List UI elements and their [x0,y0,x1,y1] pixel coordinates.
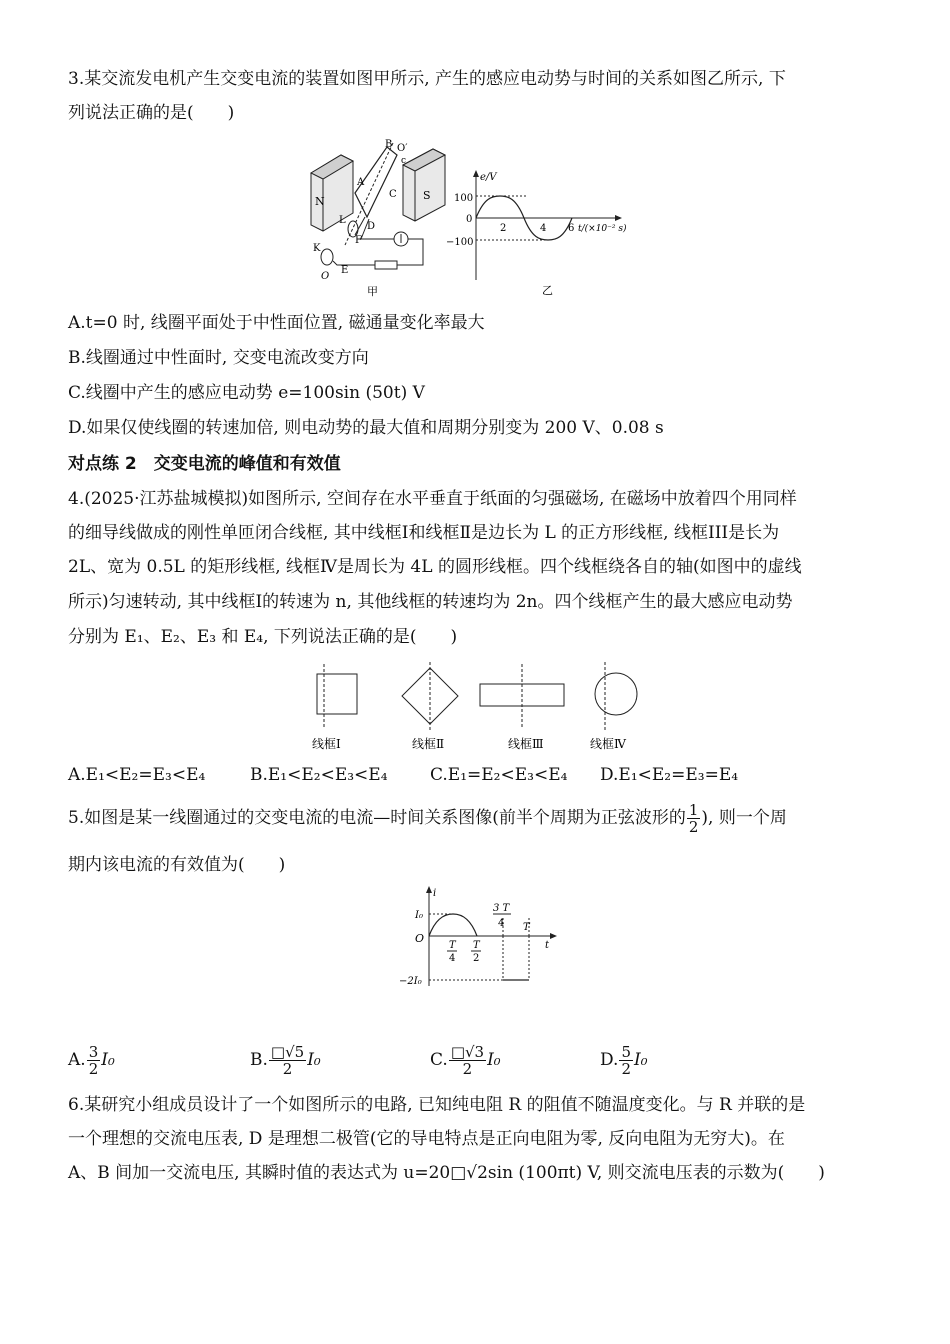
q5-current-graph [395,884,565,994]
q5-b-prefix: B. [250,1050,268,1070]
q5-line1-text: 5.如图是某一线圈通过的交变电流的电流—时间关系图像(前半个周期为正弦波形的 [68,808,686,828]
label-B: B [385,139,393,150]
q5-c-den: 2 [462,1060,473,1078]
ytick-neg100: −100 [446,237,474,248]
q6-line3: A、B 间加一交流电压, 其瞬时值的表达式为 u=20□√2sin (100πt) V, 则交流电压表的示数为( ) [68,1163,825,1183]
q5-tick-t4-den: 4 [449,953,456,964]
q5-frac-den: 2 [688,818,699,836]
q3-stem-line2: 列说法正确的是( ) [68,103,235,123]
q5-option-d [600,1040,648,1080]
graph-xlabel: t/(×10⁻² s) [578,224,627,234]
q5-y-top: I₀ [415,910,423,921]
xtick-4: 4 [540,223,547,234]
q5-ylabel: i [433,888,437,899]
q4-line4: 所示)匀速转动, 其中线框Ⅰ的转速为 n, 其他线框的转速均为 2n。四个线框产生的最大感应电动势 [68,592,793,612]
q5-c-prefix: C. [430,1050,448,1070]
q5-tick-t2-num: T [473,940,480,951]
q4-line3: 2L、宽为 0.5L 的矩形线框, 线框Ⅳ是周长为 4L 的圆形线框。四个线框绕各自的轴(如图中的虚线 [68,557,802,577]
q5-half-fraction [687,802,701,835]
fig-right-caption: 乙 [542,284,553,297]
q5-line1-tail: ), 则一个周 [701,808,787,828]
q3-option-a: A.t=0 时, 线圈平面处于中性面位置, 磁通量变化率最大 [68,313,485,333]
q5-option-b [250,1040,321,1080]
label-D: D [367,221,376,232]
label-A: A [357,177,365,188]
label-L: L [339,215,346,226]
q4-line2: 的细导线做成的刚性单匝闭合线框, 其中线框Ⅰ和线框Ⅱ是边长为 L 的正方形线框, 线框III是长为 [68,523,780,543]
q5-tick-3t4-num: 3 T [493,903,510,914]
q5-a-tail: I₀ [101,1050,115,1070]
q5-a-den: 2 [88,1060,99,1078]
q5-d-den: 2 [621,1060,631,1078]
q4-option-a: A.E₁<E₂=E₃<E₄ [68,765,206,785]
q5-b-den: 2 [282,1060,293,1078]
q4-frames-figure [290,658,660,758]
frame-label-4: 线框Ⅳ [590,737,626,751]
q5-frac-num: 1 [688,801,699,819]
q5-d-prefix: D. [600,1050,619,1070]
q4-option-d: D.E₁<E₂=E₃=E₄ [600,765,739,785]
q3-option-c: C.线圈中产生的感应电动势 e=100sin (50t) V [68,383,425,403]
q3-stem-line1: 3.某交流发电机产生交变电流的装置如图甲所示, 产生的感应电动势与时间的关系如图乙所示, 下 [68,69,786,89]
q5-d-num: 5 [621,1043,631,1061]
label-N: N [315,195,325,208]
q5-b-frac [269,1044,306,1077]
frame-label-3: 线框Ⅲ [508,737,544,751]
q6-line2: 一个理想的交流电压表, D 是理想二极管(它的导电特点是正向电阻为零, 反向电阻为无穷大)。在 [68,1129,785,1149]
q5-c-num: □√3 [450,1043,485,1061]
q4-line1: 4.(2025·江苏盐城模拟)如图所示, 空间存在水平垂直于纸面的匀强磁场, 在磁场中放着四个用同样 [68,489,797,509]
q5-line1 [68,800,787,836]
q5-c-frac [449,1044,486,1077]
q5-b-num: □√5 [270,1043,305,1061]
label-E: E [341,265,349,276]
q5-option-a [68,1040,115,1080]
q3-option-d: D.如果仅使线圈的转速加倍, 则电动势的最大值和周期分别变为 200 V、0.08 s [68,418,664,438]
section-title: 对点练 2 交变电流的峰值和有效值 [68,454,341,474]
graph-ylabel: e/V [480,172,497,183]
q5-d-tail: I₀ [633,1050,648,1070]
q5-tick-t: T [523,922,530,933]
q5-line2: 期内该电流的有效值为( ) [68,855,286,875]
q5-tick-3t4-den: 4 [498,918,505,929]
label-K: K [313,243,321,254]
q5-tick-t2-den: 2 [473,953,480,964]
label-C: C [389,189,397,200]
resistor-icon [375,261,397,269]
q4-option-c: C.E₁=E₂<E₃<E₄ [430,765,568,785]
frame-label-1: 线框Ⅰ [312,737,341,751]
label-c: c [401,156,407,166]
q5-xlabel: t [545,940,550,951]
q5-d-frac [619,1044,633,1077]
label-O-prime: O′ [397,143,408,154]
q3-generator-figure [305,135,455,300]
label-O: O [321,271,330,282]
q4-line5: 分别为 E₁、E₂、E₃ 和 E₄, 下列说法正确的是( ) [68,627,458,647]
q3-option-b: B.线圈通过中性面时, 交变电流改变方向 [68,348,369,368]
ytick-0: 0 [466,214,473,225]
q5-y-bottom: −2I₀ [399,976,422,987]
q5-b-tail: I₀ [307,1050,321,1070]
q5-a-prefix: A. [68,1050,86,1070]
q5-option-c [430,1040,501,1080]
q6-line1: 6.某研究小组成员设计了一个如图所示的电路, 已知纯电阻 R 的阻值不随温度变化。与 R 并联的是 [68,1095,806,1115]
xtick-6: 6 [568,223,575,234]
xtick-2: 2 [500,223,507,234]
fig-left-caption: 甲 [367,285,378,298]
label-F: F [355,235,362,246]
label-S: S [423,189,431,202]
q5-a-num: 3 [88,1043,99,1061]
q5-origin: O [415,932,425,945]
ytick-100: 100 [454,193,474,204]
q4-option-b: B.E₁<E₂<E₃<E₄ [250,765,388,785]
q5-c-tail: I₀ [487,1050,501,1070]
q5-tick-t4-num: T [449,940,456,951]
q3-emf-graph [440,168,640,300]
frame-label-2: 线框Ⅱ [412,737,445,751]
q5-a-frac [87,1044,101,1077]
